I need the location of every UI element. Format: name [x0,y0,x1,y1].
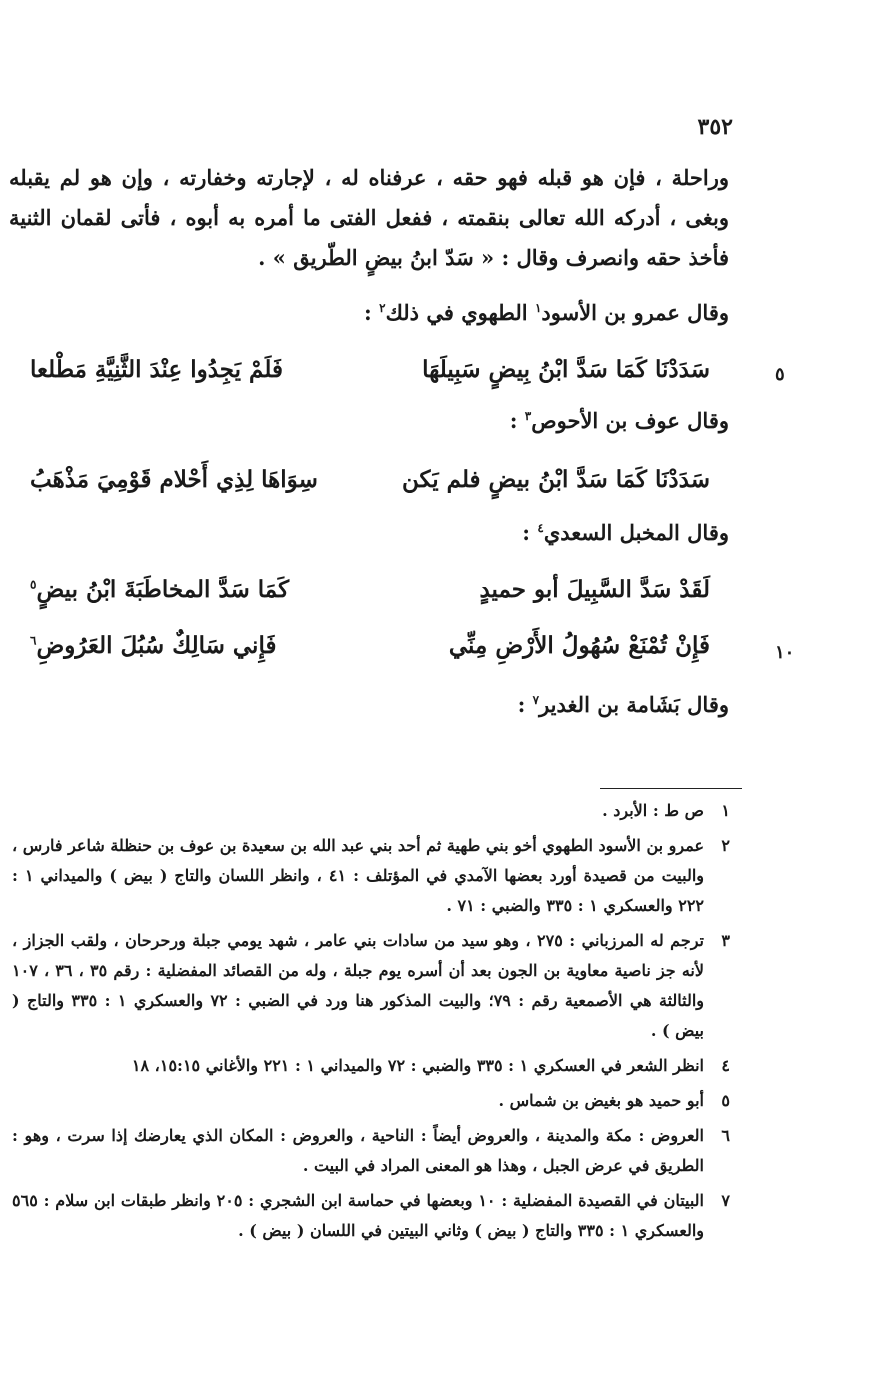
intro-text: الطهوي في ذلك [385,300,535,325]
footnote-text: ص ط : الأبرد . [602,801,704,820]
intro-text: وقال عوف بن الأحوص [531,408,729,433]
footnote-text: عمرو بن الأسود الطهوي أخو بني طهية ثم أحد بني عبد الله بن سعيدة بن عوف بن حنظلة شاعر فارس ، والبيت من قصيدة أورد بعضها الآمدي في المؤتلف : ٤١ ، وانظر اللسان والتاج ( بيض ) والميداني ١ : ٢٢٢ والعسكري ١ : ٣٣٥ والضبي : ٧١ . [12,836,704,915]
intro-colon: : [517,692,533,717]
prose-paragraph [9,158,729,278]
intro-colon: : [364,300,380,325]
footnote-divider [600,788,742,789]
footnote [12,796,730,826]
verse-intro-amr [364,300,729,325]
footnote [12,1186,730,1246]
verse-hemistich-first: سَدَدْنَا كَمَا سَدَّ ابْنُ بيضٍ فلم يَكن [402,466,710,493]
footnote-text: العروض : مكة والمدينة ، والعروض أيضاً : الناحية ، والعروض : المكان الذي يعارضك إذا سرت ، وهو : الطريق في عرض الجبل ، وهذا هو المعنى المراد في البيت . [12,1126,704,1175]
footnote-number: ٢ [721,836,730,855]
footnote-ref: ٦ [30,633,37,648]
footnote-text: ترجم له المرزباني : ٢٧٥ ، وهو سيد من سادات بني عامر ، شهد يومي جبلة ورحرحان ، ولقب الجزاز ، لأنه جز ناصية معاوية بن الجون بعد أن أسره يوم جبلة ، وله من القصائد المفضلية : رقم ٣٥ ، ٣٦ ، ١٠٧ والثالثة هي الأصمعية رقم : ٧٩؛ والبيت المذكور هنا ورد في الضبي : ٧٢ والعسكري ١ : ٣٣٥ والتاج ( بيض ) . [12,931,705,1040]
footnote-number: ٦ [721,1126,730,1145]
footnote-number: ٥ [721,1091,730,1110]
verse-intro-bashama [518,692,729,717]
verse-hemistich-second [30,632,276,659]
verse-hemistich-second: سِوَاهَا لِذِي أَحْلام قَوْمِيَ مَذْهَبُ [30,466,318,493]
footnote-text: أبو حميد هو بغيض بن شماس . [498,1091,704,1110]
footnote-number: ٧ [721,1191,730,1210]
intro-text: وقال بَشَامة بن الغدير [539,692,729,717]
footnote-ref: ٥ [30,577,37,592]
footnote-ref: ٢ [379,301,386,315]
verse-intro-mukhabbal [522,520,729,545]
footnote-text: انظر الشعر في العسكري ١ : ٣٣٥ والضبي : ٧٢ والميداني ١ : ٢٢١ والأغاني ١٥:١٥، ١٨ [131,1056,704,1075]
margin-line-number: ٥ [775,364,785,385]
footnote [12,831,730,921]
hemistich-text: فَإِني سَالِكٌ سُبُلَ العَرُوضِ [36,632,277,659]
verse-hemistich-first: فَإِنْ تُمْنَعْ سُهُولُ الأَرْضِ مِنِّي [448,632,710,659]
margin-line-number: ١٠ [775,642,795,663]
verse-line [20,356,710,398]
footnote-text: البيتان في القصيدة المفضلية : ١٠ وبعضها في حماسة ابن الشجري : ٢٠٥ وانظر طبقات ابن سلام : ٥٦٥ والعسكري ١ : ٣٣٥ والتاج ( بيض ) وثاني البيتين في اللسان ( بيض ) . [12,1191,705,1240]
verse-line [20,466,710,508]
footnotes [12,796,730,1251]
footnote [12,1086,730,1116]
verse-hemistich-first: لَقَدْ سَدَّ السَّبِيلَ أبو حميدٍ [479,576,710,603]
footnote-number: ٣ [721,931,730,950]
footnote [12,1121,730,1181]
footnote-ref: ٣ [524,409,532,423]
verse-hemistich-second: فَلَمْ يَجِدُوا عِنْدَ الثَّنِيَّةِ مَطْلعا [30,356,283,383]
prose-text: وراحلة ، فإن هو قبله فهو حقه ، عرفناه له ، لإجارته وخفارته ، وإن هو لم يقبله وبغى ، أدركه الله تعالى بنقمته ، ففعل الفتى ما أمره به أبوه ، فأتى لقمان الثنية فأخذ حقه وانصرف وقال : « سَدّ ابنُ بيضٍ الطّريق » . [9,165,729,270]
page-number: ٣٥٢ [697,114,733,140]
intro-colon: : [509,408,525,433]
intro-text: وقال عمرو بن الأسود [541,300,729,325]
footnote-ref: ٧ [532,693,540,707]
footnote [12,926,730,1046]
verse-line [20,632,710,674]
verse-hemistich-first: سَدَدْنَا كَمَا سَدَّ ابْنُ بِيضٍ سَبِيلَهَا [422,356,710,383]
hemistich-text: كَمَا سَدَّ المخاطَبَةَ ابْنُ بيضٍ [36,576,290,603]
intro-text: وقال المخبل السعدي [543,520,729,545]
footnote-ref: ١ [534,301,542,315]
footnote-ref: ٤ [537,521,544,535]
footnote-number: ١ [721,801,730,820]
footnote-number: ٤ [721,1056,730,1075]
footnote [12,1051,730,1081]
intro-colon: : [522,520,538,545]
verse-hemistich-second [30,576,289,603]
verse-line [20,576,710,618]
verse-intro-awf [510,408,729,433]
